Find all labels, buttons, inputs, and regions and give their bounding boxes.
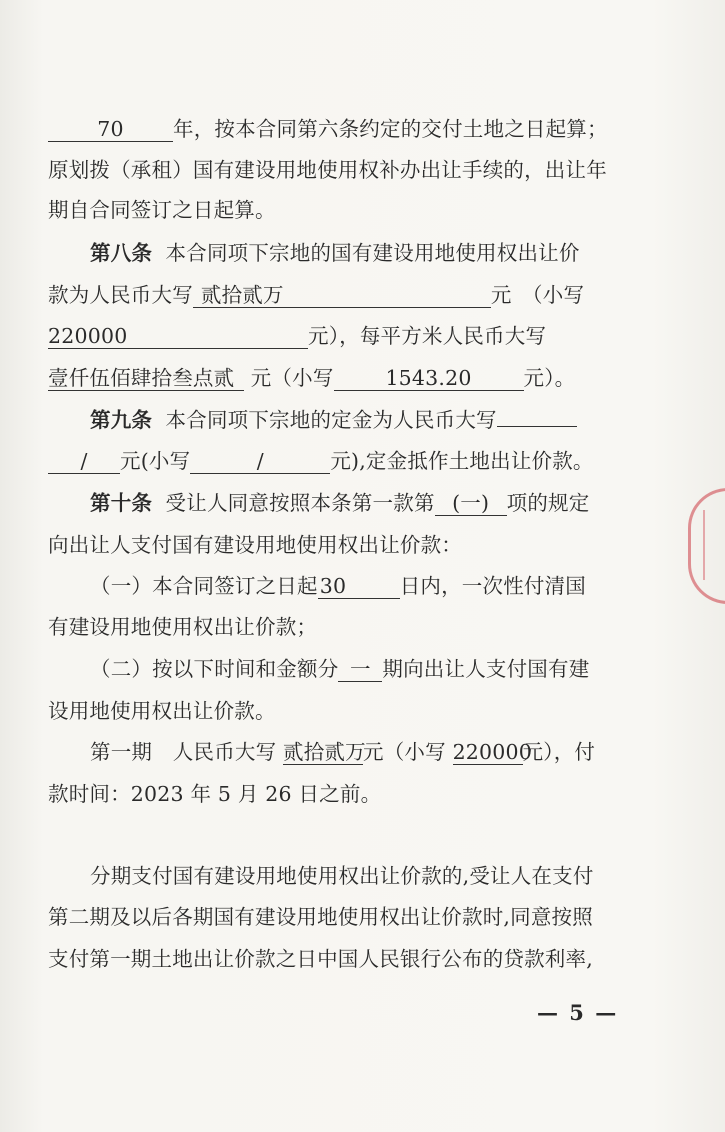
line-1: 70 年，按本合同第六条约定的交付土地之日起算； — [48, 115, 688, 143]
line-18: 分期支付国有建设用地使用权出让价款的,受让人在支付 — [90, 864, 594, 888]
line-20: 支付第一期土地出让价款之日中国人民银行公布的贷款利率, — [48, 947, 593, 971]
line-11: 向出让人支付国有建设用地使用权出让价款： — [48, 533, 462, 557]
fill-days: 30 — [318, 574, 400, 599]
fill-deposit-capital: / — [48, 449, 120, 474]
line-3: 期自合同签订之日起算。 — [48, 198, 276, 222]
fill-unit-price-number: 1543.20 — [334, 366, 524, 391]
line-9: / 元(小写 / 元),定金抵作土地出让价款。 — [48, 447, 688, 475]
line-13: 有建设用地使用权出让价款； — [48, 615, 318, 639]
fill-price-number: 220000 — [48, 324, 308, 349]
fill-installments: 一 — [338, 657, 382, 682]
fill-price-capital: 贰拾贰万 — [193, 283, 491, 308]
line-2: 原划拨（承租）国有建设用地使用权补办出让手续的，出让年 — [48, 158, 607, 182]
article-9-heading: 第九条 — [90, 408, 153, 432]
line-5: 款为人民币大写 贰拾贰万 元 （小写 — [48, 283, 585, 307]
fill-first-installment-capital: 贰拾贰万 — [283, 740, 366, 764]
fill-deposit-capital-start — [497, 426, 577, 427]
line-12: （一）本合同签订之日起30 日内，一次性付清国 — [90, 574, 587, 598]
article-8-heading: 第八条 — [90, 241, 153, 265]
line-10: 第十条 受让人同意按照本条第一款第 (一) 项的规定 — [90, 491, 590, 515]
line-15: 设用地使用权出让价款。 — [48, 699, 276, 723]
line-14: （二）按以下时间和金额分 一 期向出让人支付国有建 — [90, 657, 590, 681]
line-16: 第一期 人民币大写 贰拾贰万元（小写 220000元），付 — [90, 740, 596, 764]
fill-payment-option: (一) — [435, 491, 507, 516]
line-19: 第二期及以后各期国有建设用地使用权出让价款时,同意按照 — [48, 905, 593, 929]
line-6: 220000 元），每平方米人民币大写 — [48, 324, 547, 348]
article-10-heading: 第十条 — [90, 491, 153, 515]
fill-first-installment-number: 220000 — [452, 740, 533, 764]
fill-term-years: 70 — [48, 117, 173, 142]
seal-stamp-inner — [703, 510, 725, 580]
page-number: — 5 — — [537, 1000, 619, 1025]
fill-deposit-number: / — [190, 449, 330, 474]
line-4: 第八条 本合同项下宗地的国有建设用地使用权出让价 — [90, 241, 580, 265]
line-8: 第九条 本合同项下宗地的定金为人民币大写 — [48, 406, 725, 434]
line-7: 壹仟伍佰肆拾叁点贰 元（小写 1543.20 元）。 — [48, 366, 576, 390]
fill-unit-price-capital: 壹仟伍佰肆拾叁点贰 — [48, 366, 244, 391]
line-17: 款时间：2023 年 5 月 26 日之前。 — [48, 782, 382, 806]
